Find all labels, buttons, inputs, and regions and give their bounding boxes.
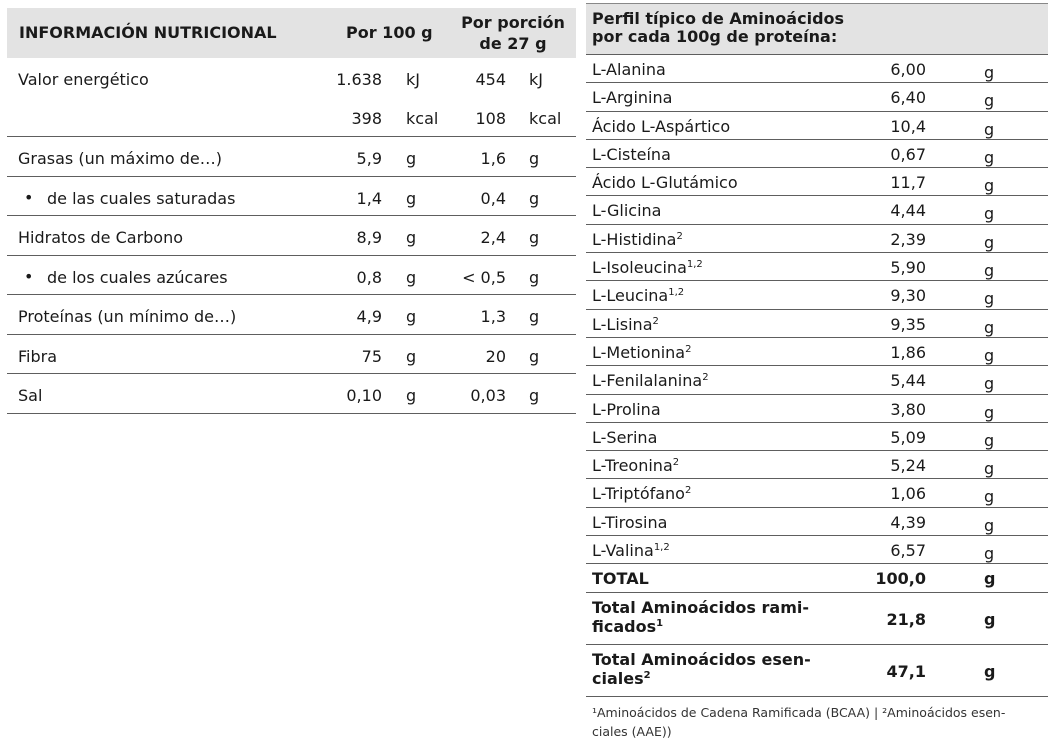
amino-name: L-Isoleucina: [592, 258, 687, 278]
energy-kj-unit: kJ: [406, 70, 420, 89]
amino-row: [586, 55, 1048, 83]
amino-row: [586, 395, 1048, 423]
amino-value: 6,57: [890, 541, 926, 561]
amino-unit: g: [984, 232, 995, 252]
amino-name: L-Alanina: [592, 60, 666, 79]
amino-value: 3,80: [890, 399, 926, 419]
amino-footnote-mark: 2: [672, 457, 680, 469]
amino-row: [586, 338, 1048, 366]
amino-unit: g: [984, 459, 995, 479]
eaa-total-row: [586, 645, 1048, 697]
amino-name: L-Lisina: [592, 314, 653, 334]
amino-footnote-mark: 2: [676, 230, 683, 242]
nutrient-value-100g: 0,8: [356, 267, 382, 287]
amino-name-cell: [592, 201, 661, 220]
amino-footnote-mark: 1,2: [686, 259, 703, 271]
amino-name-cell: [592, 88, 672, 107]
amino-name: L-Arginina: [592, 88, 673, 108]
nutrient-unit-100g: g: [406, 149, 417, 168]
amino-unit: g: [984, 374, 995, 394]
amino-footnote-mark: 2: [684, 485, 692, 497]
nutrient-value-portion: 20: [485, 346, 506, 366]
amino-unit: g: [984, 147, 995, 167]
amino-row: [586, 168, 1048, 196]
amino-unit: g: [984, 544, 995, 564]
nutrient-value-portion: 0,4: [480, 188, 506, 208]
footnote-line2: ciales (AAE)): [592, 723, 672, 739]
eaa-label-line2: ciales: [592, 668, 644, 688]
amino-header-line1: Perfil típico de Aminoácidos: [592, 9, 845, 28]
nutrient-label: Proteínas (un mínimo de…): [18, 307, 237, 326]
nutrient-label: de los cuales azúcares: [47, 267, 228, 287]
nutrient-value-portion: 1,3: [480, 307, 506, 326]
amino-row: [586, 451, 1048, 479]
amino-name: L-Cisteína: [592, 144, 671, 164]
amino-name-cell: [592, 343, 691, 362]
energy-kj-unit-portion: kJ: [529, 70, 543, 89]
amino-unit: g: [984, 289, 995, 309]
amino-name-cell: [592, 173, 738, 192]
amino-name-cell: [592, 400, 661, 419]
amino-value: 1,06: [890, 484, 926, 504]
amino-name-cell: [592, 428, 657, 447]
amino-row: [586, 536, 1048, 564]
bcaa-total-label: [592, 598, 832, 636]
amino-name: L-Valina: [592, 541, 654, 561]
energy-label: Valor energético: [18, 70, 149, 89]
amino-unit: g: [984, 176, 995, 196]
nutrition-row: [7, 374, 576, 414]
nutrient-unit-100g: g: [406, 346, 417, 366]
nutrient-unit-portion: g: [529, 346, 540, 366]
bcaa-label-line2: ficados: [592, 616, 657, 636]
amino-value: 11,7: [890, 173, 926, 193]
amino-row: [586, 140, 1048, 168]
amino-row: [586, 366, 1048, 394]
amino-header-line2: por cada 100g de proteína:: [592, 27, 838, 46]
amino-value: 9,35: [890, 314, 926, 334]
bullet-icon: •: [24, 187, 34, 207]
bcaa-total-unit: g: [984, 609, 996, 629]
nutrient-value-100g: 8,9: [356, 228, 382, 247]
amino-footnote-mark: 2: [685, 343, 692, 355]
amino-unit: g: [984, 345, 995, 365]
nutrient-unit-100g: g: [406, 386, 417, 405]
amino-header: [586, 3, 1048, 55]
energy-row: [7, 58, 576, 137]
amino-name-cell: [592, 315, 659, 334]
amino-value: 10,4: [890, 116, 926, 136]
nutrient-value-portion: < 0,5: [462, 267, 506, 287]
eaa-total-label: [592, 650, 832, 688]
nutrition-row: [7, 256, 576, 296]
amino-name-cell: [592, 513, 667, 532]
amino-row: [586, 508, 1048, 536]
energy-kcal-100g: 398: [351, 109, 382, 128]
amino-name-cell: [592, 484, 691, 503]
amino-name: L-Prolina: [592, 399, 661, 419]
nutrient-value-100g: 75: [361, 346, 382, 366]
amino-unit: g: [984, 515, 995, 535]
amino-unit: g: [984, 204, 995, 224]
amino-name: L-Tirosina: [592, 512, 668, 532]
amino-unit: g: [984, 63, 995, 82]
nutrient-unit-portion: g: [529, 228, 540, 247]
amino-name: L-Metionina: [592, 342, 686, 362]
amino-unit: g: [984, 91, 995, 111]
amino-unit: g: [984, 261, 995, 281]
amino-row: [586, 310, 1048, 338]
nutrient-label: Fibra: [18, 346, 58, 366]
nutrition-row: [7, 335, 576, 375]
amino-name-cell: [592, 230, 683, 249]
amino-footnote-mark: 2: [652, 315, 659, 327]
eaa-total-value: 47,1: [886, 661, 926, 681]
amino-unit: g: [984, 402, 995, 422]
amino-total-row: [586, 564, 1048, 592]
amino-row: [586, 253, 1048, 281]
energy-kj-100g: 1.638: [336, 70, 382, 89]
amino-row: [586, 83, 1048, 111]
amino-row: [586, 423, 1048, 451]
amino-name: L-Leucina: [592, 286, 669, 306]
amino-value: 4,44: [890, 201, 926, 221]
amino-value: 2,39: [890, 229, 926, 249]
eaa-total-unit: g: [984, 661, 996, 681]
nutrition-row: [7, 137, 576, 177]
amino-name: L-Histidina: [592, 229, 677, 249]
amino-total-value: 100,0: [875, 569, 926, 589]
nutrition-title: INFORMACIÓN NUTRICIONAL: [19, 23, 277, 42]
per-100g-header: Por 100 g: [346, 23, 433, 42]
bcaa-total-row: [586, 593, 1048, 645]
bcaa-total-value: 21,8: [886, 609, 926, 629]
nutrient-unit-portion: g: [529, 386, 540, 405]
nutrient-value-100g: 5,9: [356, 149, 382, 168]
amino-name: Ácido L-Glutámico: [592, 173, 738, 193]
nutrition-header: [7, 8, 576, 58]
amino-value: 5,44: [890, 371, 926, 391]
amino-row: [586, 281, 1048, 309]
amino-value: 1,86: [890, 342, 926, 362]
amino-name: L-Triptófano: [592, 484, 685, 504]
energy-kcal-unit-portion: kcal: [529, 109, 562, 128]
amino-footnote: [586, 697, 1048, 741]
amino-name: L-Treonina: [592, 456, 673, 476]
nutrition-row: [7, 177, 576, 217]
eaa-footnote-mark: 2: [643, 669, 651, 681]
amino-name-cell: [592, 145, 671, 164]
nutrient-unit-100g: g: [406, 267, 417, 287]
amino-value: 5,24: [890, 456, 926, 476]
amino-name: Ácido L-Aspártico: [592, 116, 731, 136]
amino-acid-table: [586, 3, 1048, 741]
amino-name: L-Fenilalanina: [592, 371, 703, 391]
nutrient-value-portion: 2,4: [480, 228, 506, 247]
per-portion-line1: Por porción: [461, 13, 565, 32]
amino-value: 5,90: [890, 258, 926, 278]
per-portion-line2: de 27 g: [479, 34, 547, 53]
nutrient-unit-portion: g: [529, 149, 540, 168]
nutrient-unit-100g: g: [406, 228, 417, 247]
bcaa-label-line1: Total Aminoácidos rami-: [592, 597, 809, 617]
amino-value: 5,09: [890, 427, 926, 447]
amino-value: 4,39: [890, 512, 926, 532]
amino-unit: g: [984, 317, 995, 337]
nutrition-row: [7, 295, 576, 335]
amino-unit: g: [984, 119, 995, 139]
eaa-label-line1: Total Aminoácidos esen-: [592, 649, 811, 669]
nutrient-value-100g: 0,10: [346, 386, 382, 405]
amino-name-cell: [592, 541, 670, 560]
amino-row: [586, 479, 1048, 507]
amino-name-cell: [592, 286, 684, 305]
amino-footnote-mark: 1,2: [653, 542, 670, 554]
amino-row: [586, 225, 1048, 253]
nutrient-value-100g: 1,4: [356, 188, 382, 208]
nutrient-unit-portion: g: [529, 188, 540, 208]
amino-name-cell: [592, 60, 666, 79]
energy-kj-portion: 454: [475, 70, 506, 89]
nutrient-label: de las cuales saturadas: [47, 188, 236, 208]
amino-name-cell: [592, 258, 703, 277]
amino-name: L-Serina: [592, 427, 658, 447]
nutrient-label: Sal: [18, 386, 43, 405]
amino-name-cell: [592, 117, 730, 136]
nutrient-value-portion: 1,6: [480, 149, 506, 168]
energy-kcal-unit: kcal: [406, 109, 439, 128]
nutrient-label: Grasas (un máximo de…): [18, 149, 222, 168]
amino-value: 9,30: [890, 286, 926, 306]
nutrient-label: Hidratos de Carbono: [18, 228, 184, 247]
nutrition-row: [7, 216, 576, 256]
per-portion-header: [453, 12, 573, 54]
nutrient-unit-100g: g: [406, 188, 417, 208]
amino-value: 6,40: [890, 88, 926, 108]
bullet-icon: •: [24, 266, 34, 286]
amino-total-unit: g: [984, 569, 996, 589]
amino-unit: g: [984, 430, 995, 450]
nutrition-table: [7, 8, 576, 414]
amino-row: [586, 196, 1048, 224]
bcaa-footnote-mark: 1: [656, 617, 664, 629]
amino-value: 0,67: [890, 144, 926, 164]
nutrient-value-portion: 0,03: [470, 386, 506, 405]
amino-row: [586, 112, 1048, 140]
footnote-line1: ¹Aminoácidos de Cadena Ramificada (BCAA) | ²Aminoácidos esen-: [592, 704, 1006, 720]
amino-name: L-Glicina: [592, 201, 662, 221]
nutrient-unit-portion: g: [529, 267, 540, 287]
energy-kcal-portion: 108: [475, 109, 506, 128]
nutrient-unit-portion: g: [529, 307, 540, 326]
nutrient-value-100g: 4,9: [356, 307, 382, 326]
amino-total-label: TOTAL: [592, 569, 649, 589]
amino-footnote-mark: 1,2: [668, 287, 685, 299]
nutrient-unit-100g: g: [406, 307, 417, 326]
amino-name-cell: [592, 371, 709, 390]
amino-name-cell: [592, 456, 679, 475]
amino-footnote-mark: 2: [702, 372, 709, 384]
amino-unit: g: [984, 487, 995, 507]
amino-value: 6,00: [890, 60, 926, 79]
